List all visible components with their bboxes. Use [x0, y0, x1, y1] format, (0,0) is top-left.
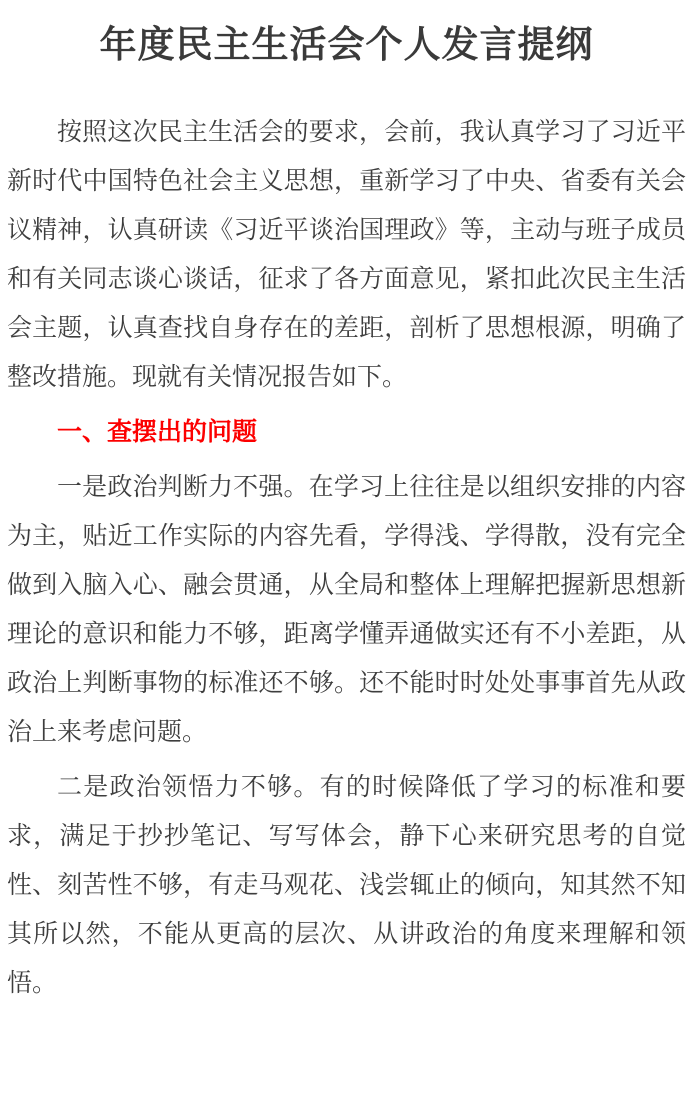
section-paragraph-political-comprehension: 二是政治领悟力不够。有的时候降低了学习的标准和要求，满足于抄抄笔记、写写体会，静下心来研究思考的自觉性、刻苦性不够，有走马观花、浅尝辄止的倾向，知其然不知其所以然，不能从更高的层次、从讲政治的角度来理解和领悟。: [7, 773, 686, 997]
document-title: 年度民主生活会个人发言提纲: [99, 24, 594, 65]
section-paragraph-political-judgement: 一是政治判断力不强。在学习上往往是以组织安排的内容为主，贴近工作实际的内容先看，学得浅、学得散，没有完全做到入脑入心、融会贯通，从全局和整体上理解把握新思想新理论的意识和能力不够，距离学懂弄通做实还有不小差距，从政治上判断事物的标准还不够。还不能时时处处事事首先从政治上来考虑问题。: [7, 473, 686, 746]
section-heading-problems: 一、查摆出的问题: [57, 418, 258, 446]
intro-paragraph: 按照这次民主生活会的要求，会前，我认真学习了习近平新时代中国特色社会主义思想，重新学习了中央、省委有关会议精神，认真研读《习近平谈治国理政》等，主动与班子成员和有关同志谈心谈话，征求了各方面意见，紧扣此次民主生活会主题，认真查找自身存在的差距，剖析了思想根源，明确了整改措施。现就有关情况报告如下。: [7, 118, 686, 391]
